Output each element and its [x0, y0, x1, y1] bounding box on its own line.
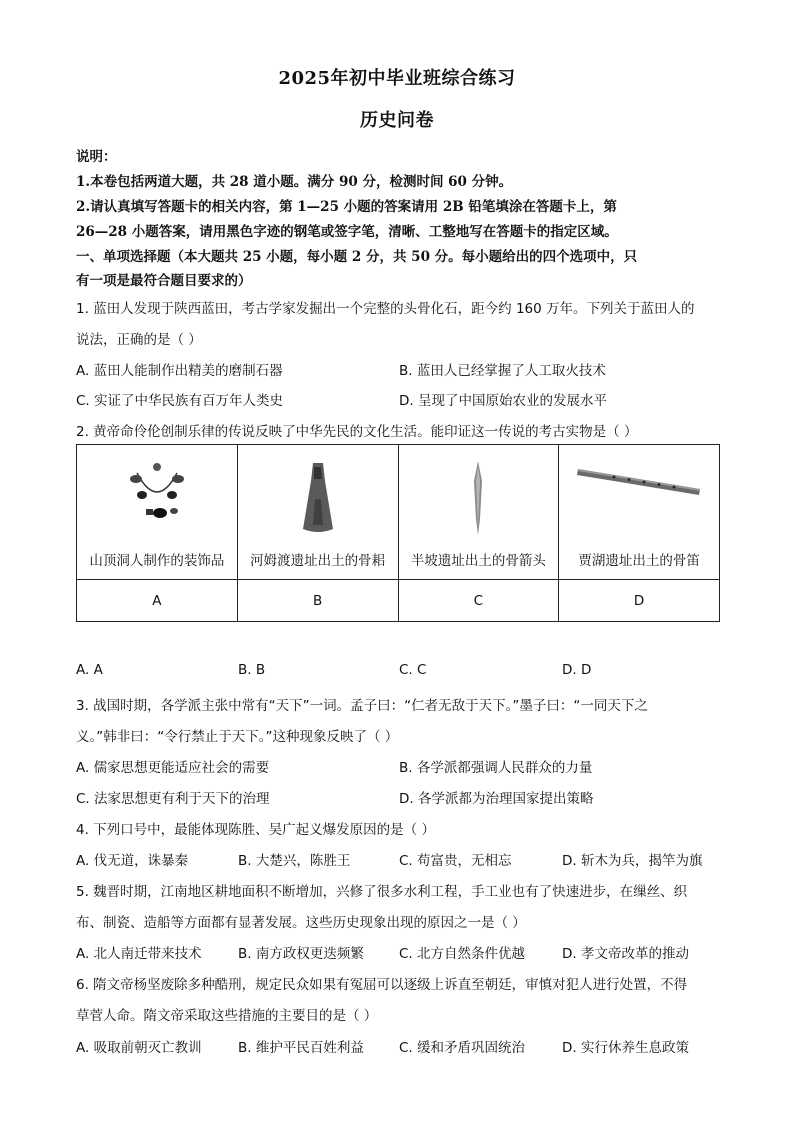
q5-stem-line-1: 5. 魏晋时期，江南地区耕地面积不断增加，兴修了很多水利工程，手工业也有了快速进步，在缫丝、织 — [76, 884, 688, 900]
q5-stem-line-2: 布、制瓷、造船等方面都有显著发展。这些历史现象出现的原因之一是（ ） — [76, 915, 526, 931]
q2-option-c[interactable]: C. C — [399, 662, 427, 678]
q3-option-c[interactable]: C. 法家思想更有利于天下的治理 — [76, 791, 270, 807]
q6-option-d[interactable]: D. 实行休养生息政策 — [562, 1040, 689, 1056]
q5-option-a[interactable]: A. 北人南迁带来技术 — [76, 946, 202, 962]
artifact-caption-d: 贾湖遗址出土的骨笛 — [578, 553, 700, 569]
q2-artifact-table — [76, 444, 720, 622]
q4-option-d[interactable]: D. 斩木为兵，揭竿为旗 — [562, 853, 703, 869]
artifact-cell-c — [398, 445, 559, 580]
q5-option-c[interactable]: C. 北方自然条件优越 — [399, 946, 526, 962]
exam-title: 2025年初中毕业班综合练习 — [278, 68, 516, 89]
q6-stem-line-1: 6. 隋文帝杨坚废除多种酷刑，规定民众如果有冤屈可以逐级上诉直至朝廷，审慎对犯人进行处置，不得 — [76, 977, 688, 993]
q3-option-b[interactable]: B. 各学派都强调人民群众的力量 — [399, 760, 593, 776]
artifact-caption-b: 河姆渡遗址出土的骨耜 — [250, 553, 386, 569]
q5-option-d[interactable]: D. 孝文帝改革的推动 — [562, 946, 689, 962]
instruction-2-line-2: 26—28 小题答案，请用黑色字迹的钢笔或签字笔，清晰、工整地写在答题卡的指定区域。 — [76, 224, 618, 240]
q1-option-a[interactable]: A. 蓝田人能制作出精美的磨制石器 — [76, 363, 283, 379]
q1-option-b[interactable]: B. 蓝田人已经掌握了人工取火技术 — [399, 363, 606, 379]
artifact-caption-a: 山顶洞人制作的装饰品 — [89, 553, 225, 569]
artifact-letter-b: B — [237, 580, 398, 622]
q1-option-c[interactable]: C. 实证了中华民族有百万年人类史 — [76, 393, 284, 409]
q3-stem-line-2: 义。”韩非曰：“令行禁止于天下。”这种现象反映了（ ） — [76, 729, 399, 745]
section-1-heading: 一、单项选择题（本大题共 25 小题，每小题 2 分，共 50 分。每小题给出的四个选项中，只 — [76, 249, 638, 265]
q3-option-d[interactable]: D. 各学派都为治理国家提出策略 — [399, 791, 594, 807]
q6-option-a[interactable]: A. 吸取前朝灭亡教训 — [76, 1040, 202, 1056]
bone-arrowhead-icon — [468, 459, 488, 539]
q3-stem-line-1: 3. 战国时期，各学派主张中常有“天下”一词。孟子曰：“仁者无敌于天下。”墨子曰：“一同天下之 — [76, 698, 648, 714]
q4-option-c[interactable]: C. 苟富贵，无相忘 — [399, 853, 512, 869]
q4-option-a[interactable]: A. 伐无道，诛暴秦 — [76, 853, 189, 869]
q5-option-b[interactable]: B. 南方政权更迭频繁 — [238, 946, 364, 962]
q6-option-c[interactable]: C. 缓和矛盾巩固统治 — [399, 1040, 526, 1056]
bone-flute-icon — [574, 459, 704, 499]
q1-stem-line-1: 1. 蓝田人发现于陕西蓝田，考古学家发掘出一个完整的头骨化石，距今约 160 万年。下列关于蓝田人的 — [76, 301, 695, 317]
q1-stem-line-2: 说法，正确的是（ ） — [76, 332, 202, 348]
q3-option-a[interactable]: A. 儒家思想更能适应社会的需要 — [76, 760, 270, 776]
q2-option-b[interactable]: B. B — [238, 662, 266, 678]
instruction-1: 1.本卷包括两道大题，共 28 道小题。满分 90 分，检测时间 60 分钟。 — [76, 174, 513, 190]
instruction-2-line-1: 2.请认真填写答题卡的相关内容，第 1—25 小题的答案请用 2B 铅笔填涂在答题卡上，第 — [76, 199, 617, 215]
exam-subject: 历史问卷 — [360, 110, 434, 131]
artifact-caption-c: 半坡遗址出土的骨箭头 — [410, 553, 546, 569]
q6-option-b[interactable]: B. 维护平民百姓利益 — [238, 1040, 364, 1056]
q6-stem-line-2: 草菅人命。隋文帝采取这些措施的主要目的是（ ） — [76, 1008, 378, 1024]
instructions-label: 说明： — [76, 149, 117, 165]
section-1-heading-cont: 有一项是最符合题目要求的） — [76, 273, 252, 289]
artifact-cell-a — [77, 445, 238, 580]
artifact-letter-c: C — [398, 580, 559, 622]
artifact-letter-d: D — [559, 580, 720, 622]
q1-option-d[interactable]: D. 呈现了中国原始农业的发展水平 — [399, 393, 607, 409]
bone-spade-icon — [293, 459, 343, 539]
q4-stem: 4. 下列口号中，最能体现陈胜、吴广起义爆发原因的是（ ） — [76, 822, 435, 838]
artifact-letter-a: A — [77, 580, 238, 622]
artifact-cell-b — [237, 445, 398, 580]
ornament-icon — [122, 459, 192, 529]
q2-stem: 2. 黄帝命伶伦创制乐律的传说反映了中华先民的文化生活。能印证这一传说的考古实物是（ ） — [76, 424, 638, 440]
artifact-cell-d — [559, 445, 720, 580]
q2-option-d[interactable]: D. D — [562, 662, 592, 678]
q2-option-a[interactable]: A. A — [76, 662, 103, 678]
q4-option-b[interactable]: B. 大楚兴，陈胜王 — [238, 853, 351, 869]
